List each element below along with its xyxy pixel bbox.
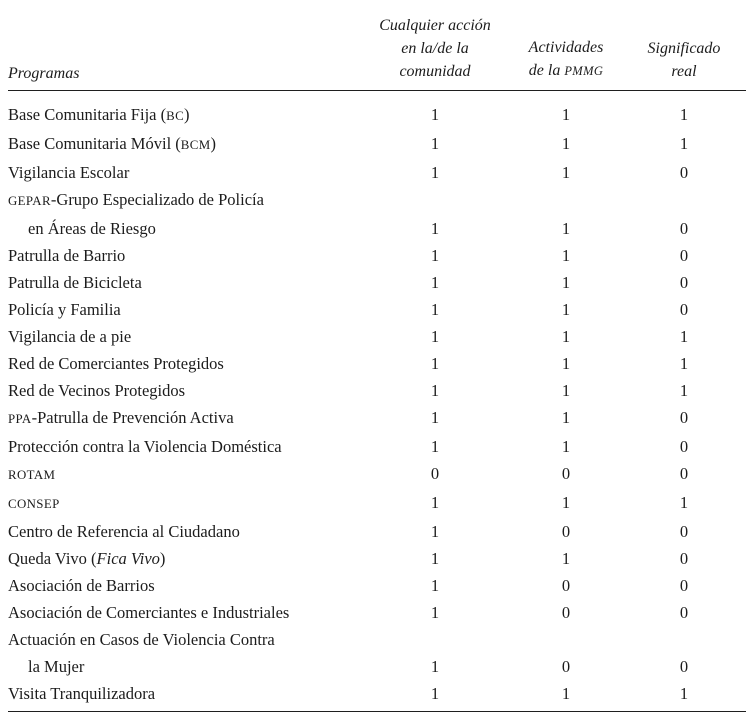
row-label [8, 545, 360, 572]
cell-value: 1 [561, 105, 571, 124]
cell-value: 1 [430, 549, 440, 568]
text-segment: ) [159, 549, 166, 568]
table-row [8, 296, 746, 323]
cell-value: 1 [430, 684, 440, 703]
table-row [8, 572, 746, 599]
cell-value: 1 [430, 134, 440, 153]
cell-value: 0 [561, 464, 571, 483]
text-segment: Significado [647, 40, 721, 57]
table-row [8, 680, 746, 707]
text-segment: en la/de la [401, 40, 469, 57]
cell-value [360, 626, 510, 653]
text-segment: Fica Vivo [96, 549, 160, 568]
cell-value: 1 [561, 163, 571, 182]
row-label [8, 350, 360, 377]
cell-value: 1 [561, 354, 571, 373]
column-header-actividades-pmmg [510, 36, 622, 83]
row-label [8, 404, 360, 433]
text-segment: Red de Vecinos Protegidos [8, 381, 186, 400]
row-label [8, 269, 360, 296]
table-row [8, 404, 746, 433]
cell-value: 1 [430, 603, 440, 622]
table-row [8, 545, 746, 572]
cell-value: 0 [679, 522, 689, 541]
row-label [8, 215, 360, 242]
row-label [8, 377, 360, 404]
cell-value: 1 [430, 657, 440, 676]
cell-value: 1 [430, 105, 440, 124]
text-segment: Centro de Referencia al Ciudadano [8, 522, 240, 541]
cell-value: 0 [561, 576, 571, 595]
cell-value: 1 [561, 246, 571, 265]
table-row [8, 242, 746, 269]
cell-value: 1 [430, 522, 440, 541]
text-segment: Actuación en Casos de Violencia Contra [8, 630, 275, 649]
text-segment: Visita Tranquilizadora [8, 684, 156, 703]
text-segment: Policía y Familia [8, 300, 121, 319]
bottom-divider [8, 711, 746, 712]
cell-value: 0 [430, 464, 440, 483]
table-row [8, 101, 746, 130]
row-label [8, 518, 360, 545]
cell-value: 1 [679, 381, 689, 400]
table-row [8, 653, 746, 680]
cell-value: 1 [561, 381, 571, 400]
cell-value: 0 [679, 603, 689, 622]
text-segment: de la [528, 62, 565, 79]
text-segment: -Patrulla de Prevención Activa [31, 408, 234, 427]
text-segment: ROTAM [8, 468, 56, 482]
cell-value: 1 [561, 493, 571, 512]
table-row [8, 626, 746, 653]
text-segment: Base Comunitaria Móvil ( [8, 134, 181, 153]
table-row [8, 460, 746, 489]
header-line [622, 60, 746, 83]
text-segment: Queda Vivo ( [8, 549, 97, 568]
row-label [8, 489, 360, 518]
text-segment: Asociación de Barrios [8, 576, 155, 595]
table-row [8, 215, 746, 242]
cell-value: 0 [561, 522, 571, 541]
column-header-programas [8, 65, 360, 83]
cell-value: 1 [561, 219, 571, 238]
text-segment: -Grupo Especializado de Policía [50, 190, 264, 209]
cell-value: 1 [430, 493, 440, 512]
cell-value: 1 [561, 549, 571, 568]
header-line [360, 60, 510, 83]
cell-value: 1 [679, 327, 689, 346]
row-label [8, 159, 360, 186]
row-label [8, 626, 360, 653]
table-header [8, 14, 746, 90]
text-segment: PMMG [564, 64, 604, 78]
cell-value: 1 [430, 354, 440, 373]
cell-value: 1 [561, 273, 571, 292]
table-row [8, 323, 746, 350]
table-row [8, 130, 746, 159]
row-label [8, 130, 360, 159]
column-header-programas-label: Programas [8, 65, 80, 82]
row-label [8, 599, 360, 626]
text-segment: Asociación de Comerciantes e Industriales [8, 603, 290, 622]
cell-value: 0 [679, 219, 689, 238]
text-segment: Red de Comerciantes Protegidos [8, 354, 224, 373]
header-line [360, 14, 510, 37]
row-label [8, 296, 360, 323]
cell-value: 1 [561, 437, 571, 456]
text-segment: BCM [180, 138, 211, 152]
table-body [8, 91, 746, 711]
cell-value [510, 626, 622, 653]
cell-value: 0 [679, 408, 689, 427]
row-label [8, 101, 360, 130]
text-segment: Actividades [528, 39, 604, 56]
table-row [8, 599, 746, 626]
cell-value [622, 626, 746, 653]
text-segment: CONSEP [8, 497, 60, 511]
row-label [8, 242, 360, 269]
cell-value: 1 [679, 493, 689, 512]
text-segment: Patrulla de Barrio [8, 246, 126, 265]
table-row [8, 186, 746, 215]
text-segment: la Mujer [28, 657, 85, 676]
cell-value: 0 [679, 273, 689, 292]
table-row [8, 433, 746, 460]
cell-value: 0 [679, 576, 689, 595]
text-segment: GEPAR [8, 194, 51, 208]
cell-value: 0 [679, 657, 689, 676]
row-label [8, 433, 360, 460]
row-label [8, 460, 360, 489]
text-segment: en Áreas de Riesgo [28, 219, 156, 238]
table-row [8, 377, 746, 404]
cell-value: 1 [430, 273, 440, 292]
header-line [510, 59, 622, 83]
cell-value: 0 [561, 603, 571, 622]
text-segment: real [671, 63, 697, 80]
cell-value: 1 [430, 300, 440, 319]
table-row [8, 350, 746, 377]
cell-value [622, 186, 746, 215]
header-line [360, 37, 510, 60]
row-label [8, 186, 360, 215]
text-segment: Base Comunitaria Fija ( [8, 105, 167, 124]
row-label [8, 680, 360, 707]
cell-value: 1 [430, 327, 440, 346]
cell-value: 1 [679, 354, 689, 373]
cell-value: 1 [679, 134, 689, 153]
cell-value: 1 [430, 576, 440, 595]
text-segment: ) [210, 134, 217, 153]
cell-value: 1 [561, 134, 571, 153]
cell-value: 0 [679, 437, 689, 456]
row-label [8, 572, 360, 599]
cell-value: 1 [561, 684, 571, 703]
cell-value: 1 [561, 300, 571, 319]
cell-value: 0 [679, 300, 689, 319]
column-header-significado-real [622, 37, 746, 83]
cell-value: 0 [561, 657, 571, 676]
table-row [8, 518, 746, 545]
cell-value: 1 [430, 219, 440, 238]
cell-value: 1 [679, 105, 689, 124]
text-segment: Protección contra la Violencia Doméstica [8, 437, 282, 456]
text-segment: ) [184, 105, 190, 124]
table-row [8, 159, 746, 186]
cell-value [360, 186, 510, 215]
cell-value: 1 [430, 437, 440, 456]
cell-value: 1 [679, 684, 689, 703]
cell-value: 0 [679, 246, 689, 265]
cell-value: 0 [679, 163, 689, 182]
text-segment: Cualquier acción [379, 17, 491, 34]
cell-value: 1 [430, 408, 440, 427]
table-row [8, 269, 746, 296]
header-line [510, 36, 622, 59]
row-label [8, 653, 360, 680]
cell-value: 0 [679, 549, 689, 568]
table-row [8, 489, 746, 518]
cell-value: 0 [679, 464, 689, 483]
cell-value: 1 [430, 163, 440, 182]
text-segment: Patrulla de Bicicleta [8, 273, 142, 292]
cell-value: 1 [430, 246, 440, 265]
text-segment: Vigilancia de a pie [8, 327, 132, 346]
column-header-cualquier-accion-comunidad [360, 14, 510, 83]
cell-value: 1 [430, 381, 440, 400]
header-line [622, 37, 746, 60]
text-segment: BC [166, 109, 185, 123]
text-segment: Vigilancia Escolar [8, 163, 130, 182]
cell-value: 1 [561, 327, 571, 346]
row-label [8, 323, 360, 350]
cell-value [510, 186, 622, 215]
cell-value: 1 [561, 408, 571, 427]
text-segment: comunidad [399, 63, 471, 80]
text-segment: PPA [8, 412, 32, 426]
